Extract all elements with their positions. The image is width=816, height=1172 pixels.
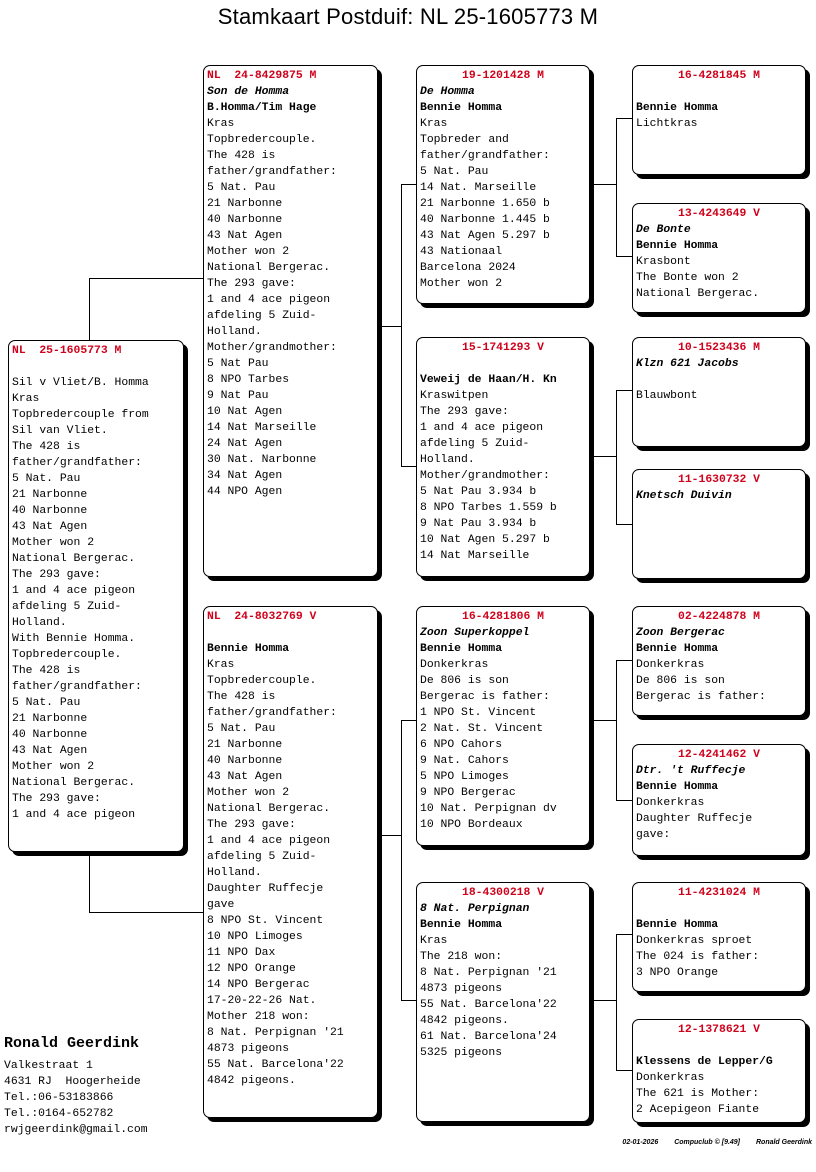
info-line: Donkerkras (636, 1072, 705, 1084)
breeder-owner: Veweij de Haan/H. Kn (420, 374, 557, 386)
ring-number: 13-4243649 V (677, 208, 761, 220)
connector-line (89, 852, 90, 912)
pigeon-name: Son de Homma (207, 86, 290, 98)
connector-line (401, 466, 417, 467)
info-line: 5 Nat Pau 3.934 b (420, 486, 537, 498)
info-line: National Bergerac. (207, 262, 331, 274)
pigeon-name: De Homma (420, 86, 475, 98)
paternal-grandfather-card (416, 65, 590, 304)
info-line: Krasbont (636, 256, 691, 268)
info-line: Mother won 2 (420, 278, 503, 290)
info-line: 5325 pigeons (420, 1047, 503, 1059)
breeder-phone-mobile: Tel.:06-53183866 (4, 1092, 114, 1104)
info-line: Donkerkras (636, 797, 705, 809)
print-date: 02-01-2026 (622, 1139, 659, 1146)
connector-line (89, 278, 90, 340)
info-line: 43 Nat Agen (207, 771, 283, 783)
info-line: De 806 is son (636, 675, 725, 687)
info-line: 5 Nat. Pau (420, 166, 489, 178)
pigeon-name: Dtr. 't Ruffecje (636, 765, 746, 777)
ring-number: 02-4224878 M (677, 611, 761, 623)
breeder-owner: Bennie Homma (420, 102, 503, 114)
info-line: Daughter Ruffecje (207, 883, 324, 895)
connector-line (616, 256, 632, 257)
great-grandparent-card-mff (632, 606, 806, 716)
info-line: 21 Narbonne (12, 489, 88, 501)
info-line: 61 Nat. Barcelona'24 (420, 1031, 557, 1043)
breeder-email: rwjgeerdink@gmail.com (4, 1124, 148, 1136)
info-line: 9 Nat Pau (207, 390, 269, 402)
info-line: 55 Nat. Barcelona'22 (207, 1059, 344, 1071)
info-line: With Bennie Homma. (12, 633, 136, 645)
info-line: Holland. (420, 454, 475, 466)
info-line: Kras (420, 118, 448, 130)
ring-number: 15-1741293 V (461, 342, 545, 354)
paternal-grandmother-card (416, 337, 590, 577)
info-line: 6 NPO Cahors (420, 739, 503, 751)
info-line: 2 Nat. St. Vincent (420, 723, 544, 735)
connector-line (616, 660, 617, 800)
connector-line (378, 835, 401, 836)
info-line: afdeling 5 Zuid- (12, 601, 122, 613)
info-line: Bergerac is father: (420, 691, 550, 703)
info-line: 1 and 4 ace pigeon (207, 294, 331, 306)
info-line: Bergerac is father: (636, 691, 766, 703)
breeder-owner: Bennie Homma (636, 643, 719, 655)
info-line: Mother 218 won: (207, 1011, 310, 1023)
info-line: 40 Narbonne (207, 214, 283, 226)
info-line: Mother won 2 (12, 537, 95, 549)
info-line: National Bergerac. (12, 553, 136, 565)
info-line: 4873 pigeons (207, 1043, 290, 1055)
breeder-owner: Bennie Homma (636, 781, 719, 793)
ring-number: 11-4231024 M (677, 887, 761, 899)
breeder-owner: Bennie Homma (636, 919, 719, 931)
info-line: 44 NPO Agen (207, 486, 283, 498)
breeder-owner: Bennie Homma (420, 643, 503, 655)
info-line: Barcelona 2024 (420, 262, 516, 274)
info-line: Sil van Vliet. (12, 425, 108, 437)
info-line: 8 NPO Tarbes (207, 374, 290, 386)
connector-line (616, 934, 632, 935)
info-line: 10 NPO Limoges (207, 931, 303, 943)
breeder-owner: Bennie Homma (636, 240, 719, 252)
ring-number: NL 24-8032769 V (207, 611, 317, 623)
info-line: afdeling 5 Zuid- (207, 310, 317, 322)
pigeon-name: Klzn 621 Jacobs (636, 358, 739, 370)
ring-number: 10-1523436 M (677, 342, 761, 354)
info-line: 11 NPO Dax (207, 947, 276, 959)
connector-line (89, 278, 204, 279)
info-line: 34 Nat Agen (207, 470, 283, 482)
info-line: Mother won 2 (207, 246, 290, 258)
info-line: Mother won 2 (12, 761, 95, 773)
info-line: Holland. (12, 617, 67, 629)
connector-line (590, 456, 616, 457)
info-line: 5 NPO Limoges (420, 771, 509, 783)
mother-card (203, 606, 378, 1118)
info-line: The 428 is (207, 691, 276, 703)
ring-number: 16-4281806 M (461, 611, 545, 623)
father-card (203, 65, 378, 577)
breeder-owner: Bennie Homma (420, 919, 503, 931)
info-line: father/grandfather: (207, 166, 337, 178)
info-line: De 806 is son (420, 675, 509, 687)
info-line: Topbredercouple from (12, 409, 149, 421)
great-grandparent-card-fff (632, 65, 806, 175)
info-line: Sil v Vliet/B. Homma (12, 377, 149, 389)
info-line: Topbredercouple. (207, 675, 317, 687)
info-line: 8 NPO St. Vincent (207, 915, 324, 927)
info-line: The 621 is Mother: (636, 1088, 760, 1100)
info-line: Holland. (207, 326, 262, 338)
info-line: 24 Nat Agen (207, 438, 283, 450)
info-line: father/grandfather: (420, 150, 550, 162)
info-line: 10 Nat Agen 5.297 b (420, 534, 550, 546)
connector-line (616, 524, 632, 525)
info-line: National Bergerac. (12, 777, 136, 789)
connector-line (401, 1000, 417, 1001)
info-line: 5 Nat. Pau (207, 182, 276, 194)
info-line: 4842 pigeons. (207, 1075, 296, 1087)
connector-line (616, 800, 632, 801)
info-line: 12 NPO Orange (207, 963, 296, 975)
info-line: father/grandfather: (12, 681, 142, 693)
info-line: Mother/grandmother: (420, 470, 550, 482)
info-line: 9 Nat. Cahors (420, 755, 509, 767)
info-line: afdeling 5 Zuid- (207, 851, 317, 863)
connector-line (590, 184, 616, 185)
info-line: Holland. (207, 867, 262, 879)
info-line: Donkerkras (420, 659, 489, 671)
great-grandparent-card-mmf (632, 882, 806, 992)
info-line: 1 and 4 ace pigeon (12, 809, 136, 821)
info-line: 2 Acepigeon Fiante (636, 1104, 760, 1116)
info-line: National Bergerac. (207, 803, 331, 815)
ring-number: 19-1201428 M (461, 70, 545, 82)
connector-line (401, 184, 402, 466)
ring-number: 11-1630732 V (677, 474, 761, 486)
connector-line (89, 912, 204, 913)
info-line: Topbredercouple. (12, 649, 122, 661)
great-grandparent-card-fmf (632, 337, 806, 447)
breeder-owner: Bennie Homma (636, 102, 719, 114)
connector-line (616, 390, 632, 391)
info-line: gave: (636, 829, 671, 841)
subject-pigeon-card (8, 340, 184, 852)
info-line: 5 Nat. Pau (12, 697, 81, 709)
info-line: 8 Nat. Perpignan '21 (207, 1027, 344, 1039)
info-line: Donkerkras (636, 659, 705, 671)
info-line: Kras (207, 118, 235, 130)
footer (608, 1139, 812, 1146)
info-line: 21 Narbonne (207, 739, 283, 751)
info-line: 30 Nat. Narbonne (207, 454, 317, 466)
maternal-grandmother-card (416, 882, 590, 1122)
ring-number: 16-4281845 M (677, 70, 761, 82)
info-line: father/grandfather: (207, 707, 337, 719)
breeder-owner: Bennie Homma (207, 643, 290, 655)
info-line: 10 NPO Bordeaux (420, 819, 523, 831)
info-line: The 024 is father: (636, 951, 760, 963)
info-line: 14 Nat. Marseille (420, 182, 537, 194)
breeder-phone-landline: Tel.:0164-652782 (4, 1108, 114, 1120)
info-line: Topbreder and (420, 134, 509, 146)
info-line: 4873 pigeons (420, 983, 503, 995)
info-line: 40 Narbonne (12, 729, 88, 741)
info-line: 40 Narbonne (12, 505, 88, 517)
info-line: 21 Narbonne 1.650 b (420, 198, 550, 210)
info-line: 43 Nat Agen 5.297 b (420, 230, 550, 242)
ring-number: NL 24-8429875 M (207, 70, 317, 82)
info-line: National Bergerac. (636, 288, 760, 300)
info-line: 43 Nationaal (420, 246, 503, 258)
connector-line (616, 934, 617, 1070)
info-line: 3 NPO Orange (636, 967, 719, 979)
info-line: 40 Narbonne 1.445 b (420, 214, 550, 226)
info-line: 21 Narbonne (207, 198, 283, 210)
info-line: Mother won 2 (207, 787, 290, 799)
great-grandparent-card-ffm (632, 203, 806, 313)
ring-number: 18-4300218 V (461, 887, 545, 899)
breeder-info (4, 1034, 148, 1138)
info-line: The 293 gave: (207, 278, 296, 290)
info-line: The 428 is (12, 665, 81, 677)
footer-author: Ronald Geerdink (755, 1139, 812, 1146)
connector-line (401, 720, 402, 1000)
info-line: Lichtkras (636, 118, 698, 130)
pigeon-name: Zoon Superkoppel (420, 627, 530, 639)
connector-line (378, 326, 401, 327)
info-line: 40 Narbonne (207, 755, 283, 767)
info-line: The 293 gave: (207, 819, 296, 831)
great-grandparent-card-fmm (632, 469, 806, 579)
info-line: Kras (12, 393, 40, 405)
connector-line (616, 390, 617, 524)
pigeon-name: 8 Nat. Perpignan (420, 903, 530, 915)
ring-number: 12-4241462 V (677, 749, 761, 761)
connector-line (401, 720, 417, 721)
info-line: 14 Nat Marseille (207, 422, 317, 434)
info-line: 5 Nat. Pau (12, 473, 81, 485)
ring-number: 12-1378621 V (677, 1024, 761, 1036)
info-line: Kraswitpen (420, 390, 489, 402)
connector-line (616, 118, 617, 256)
info-line: 43 Nat Agen (207, 230, 283, 242)
connector-line (616, 118, 632, 119)
ring-number: NL 25-1605773 M (12, 345, 122, 357)
pigeon-name: Knetsch Duivin (636, 490, 732, 502)
info-line: 1 and 4 ace pigeon (12, 585, 136, 597)
page-title: Stamkaart Postduif: NL 25-1605773 M (217, 4, 599, 29)
info-line: 9 NPO Bergerac (420, 787, 516, 799)
great-grandparent-card-mfm (632, 744, 806, 856)
info-line: The Bonte won 2 (636, 272, 739, 284)
info-line: 8 NPO Tarbes 1.559 b (420, 502, 557, 514)
info-line: 10 Nat Agen (207, 406, 283, 418)
info-line: 5 Nat. Pau (207, 723, 276, 735)
info-line: afdeling 5 Zuid- (420, 438, 530, 450)
info-line: Topbredercouple. (207, 134, 317, 146)
breeder-owner: B.Homma/Tim Hage (207, 102, 317, 114)
info-line: gave (207, 899, 235, 911)
pigeon-name: Zoon Bergerac (636, 627, 725, 639)
connector-line (616, 660, 632, 661)
info-line: The 293 gave: (12, 569, 101, 581)
breeder-street: Valkestraat 1 (4, 1060, 93, 1072)
pigeon-name: De Bonte (636, 224, 691, 236)
info-line: 9 Nat Pau 3.934 b (420, 518, 537, 530)
connector-line (616, 1070, 632, 1071)
info-line: Kras (207, 659, 235, 671)
info-line: 17-20-22-26 Nat. (207, 995, 317, 1007)
info-line: 10 Nat. Perpignan dv (420, 803, 557, 815)
info-line: Daughter Ruffecje (636, 813, 753, 825)
info-line: 43 Nat Agen (12, 521, 88, 533)
info-line: Donkerkras sproet (636, 935, 753, 947)
info-line: The 428 is (207, 150, 276, 162)
info-line: 4842 pigeons. (420, 1015, 509, 1027)
info-line: 14 Nat Marseille (420, 550, 530, 562)
breeder-owner: Klessens de Lepper/G (636, 1056, 773, 1068)
connector-line (590, 1000, 616, 1001)
maternal-grandfather-card (416, 606, 590, 846)
info-line: 5 Nat Pau (207, 358, 269, 370)
info-line: father/grandfather: (12, 457, 142, 469)
info-line: 21 Narbonne (12, 713, 88, 725)
info-line: 8 Nat. Perpignan '21 (420, 967, 557, 979)
info-line: Mother/grandmother: (207, 342, 337, 354)
info-line: 14 NPO Bergerac (207, 979, 310, 991)
great-grandparent-card-mmm (632, 1019, 806, 1123)
breeder-name: Ronald Geerdink (4, 1035, 140, 1052)
software-credit: Compuclub © [9.49] (674, 1139, 741, 1146)
info-line: 43 Nat Agen (12, 745, 88, 757)
info-line: Blauwbont (636, 390, 698, 402)
info-line: 1 and 4 ace pigeon (420, 422, 544, 434)
info-line: The 293 gave: (12, 793, 101, 805)
info-line: Kras (420, 935, 448, 947)
info-line: 1 NPO St. Vincent (420, 707, 537, 719)
info-line: The 293 gave: (420, 406, 509, 418)
info-line: 1 and 4 ace pigeon (207, 835, 331, 847)
connector-line (590, 720, 616, 721)
info-line: The 218 won: (420, 951, 503, 963)
info-line: 55 Nat. Barcelona'22 (420, 999, 557, 1011)
info-line: The 428 is (12, 441, 81, 453)
breeder-city: 4631 RJ Hoogerheide (4, 1076, 141, 1088)
connector-line (401, 184, 417, 185)
